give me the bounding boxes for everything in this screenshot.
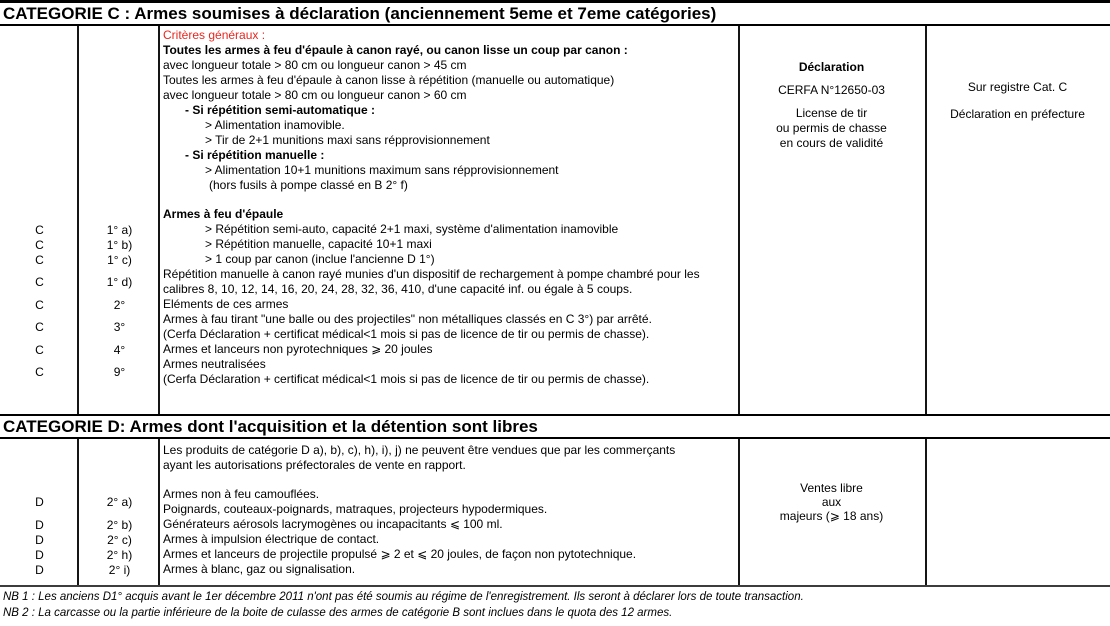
- number-cell: 1° c): [107, 252, 132, 267]
- number-cell: [79, 443, 160, 473]
- category-cell: C: [35, 222, 44, 237]
- free-sale-line: majeurs (⩾ 18 ans): [779, 509, 884, 523]
- registry-line: Sur registre Cat. C: [967, 80, 1068, 94]
- declaration-line: ou permis de chasse: [776, 121, 887, 135]
- category-cell: D: [35, 517, 44, 532]
- description-line: Poignards, couteaux-poignards, matraques, projecteurs hypodermiques.: [163, 502, 548, 516]
- criteria-header: Critères généraux :: [163, 28, 266, 42]
- section-d-body: [0, 439, 1110, 587]
- category-cell: C: [35, 237, 44, 252]
- table-row: [0, 297, 738, 312]
- description-line: Armes et lanceurs de projectile propulsé ⩾ 2 et ⩽ 20 joules, de façon non pytotechnique.: [163, 547, 637, 561]
- intro-line: Les produits de catégorie D a), b), c), h), i), j) ne peuvent être vendues que par les commerçants: [163, 443, 676, 457]
- number-cell: 2° a): [106, 495, 133, 509]
- number-cell: [79, 28, 160, 193]
- free-sale-column: [738, 481, 925, 523]
- table-row: [0, 222, 738, 237]
- table-row: [0, 532, 738, 547]
- table-row: [0, 357, 738, 387]
- category-cell: C: [35, 297, 44, 312]
- description-line: Armes à impulsion électrique de contact.: [163, 532, 380, 546]
- table-row: [0, 267, 738, 297]
- category-cell: D: [35, 495, 44, 509]
- category-cell: C: [35, 365, 44, 379]
- number-cell: [79, 207, 160, 222]
- section-c-rows: [0, 26, 738, 387]
- footnote-nb1: NB 1 : Les anciens D1° acquis avant le 1er décembre 2011 n'ont pas été soumis au régime de l'enregistrement. Ils seront à déclarer lors de toute transaction.: [3, 591, 804, 603]
- footnote-nb2: NB 2 : La carcasse ou la partie inférieure de la boite de culasse des armes de catégorie B sont inclues dans le quota des 12 armes.: [3, 606, 673, 619]
- description-line: Générateurs aérosols lacrymogènes ou incapacitants ⩽ 100 ml.: [163, 517, 503, 531]
- description-line: (Cerfa Déclaration + certificat médical<1 mois si pas de licence de tir ou permis de chasse).: [163, 372, 650, 386]
- number-cell: 2° i): [108, 562, 131, 577]
- table-row: [0, 237, 738, 252]
- free-sale-line: Ventes libre: [800, 481, 863, 495]
- category-cell: [0, 28, 79, 193]
- declaration-line: en cours de validité: [779, 136, 884, 150]
- description-line: calibres 8, 10, 12, 14, 16, 20, 24, 28, 32, 36, 410, d'une capacité inf. ou égale à 5 coups.: [163, 282, 633, 296]
- category-cell: [0, 443, 79, 473]
- footnotes: [0, 587, 1110, 621]
- number-cell: 4°: [113, 342, 126, 357]
- table-row: [0, 252, 738, 267]
- description-line: Eléments de ces armes: [163, 297, 289, 311]
- intro-line: ayant les autorisations préfectorales de vente en rapport.: [163, 458, 466, 472]
- intro-block: [0, 439, 738, 473]
- section-d-title: CATEGORIE D: Armes dont l'acquisition et la détention sont libres: [0, 414, 1110, 439]
- description-line: (Cerfa Déclaration + certificat médical<1 mois si pas de licence de tir ou permis de chasse).: [163, 327, 650, 341]
- description-line: Armes non à feu camouflées.: [163, 487, 320, 501]
- number-cell: 2°: [113, 297, 126, 312]
- table-row: [0, 312, 738, 342]
- criteria-line: > Alimentation 10+1 munitions maximum sans répprovisionnement: [205, 163, 559, 177]
- criteria-block: [0, 26, 738, 193]
- criteria-line: Toutes les armes à feu d'épaule à canon lisse à répétition (manuelle ou automatique): [163, 73, 615, 87]
- subheader-row: [0, 207, 738, 222]
- category-cell: D: [35, 562, 44, 577]
- declaration-line: License de tir: [795, 106, 868, 120]
- number-cell: 9°: [113, 365, 126, 379]
- table-row: [0, 487, 738, 517]
- number-cell: 1° b): [106, 237, 133, 252]
- description-line: Répétition manuelle à canon rayé munies d'un dispositif de rechargement à pompe chambré pour les: [163, 267, 700, 281]
- category-cell: [0, 207, 79, 222]
- criteria-line: - Si répétition manuelle :: [185, 148, 325, 162]
- registry-column: [925, 80, 1110, 122]
- declaration-title: Déclaration: [798, 60, 865, 74]
- criteria-line: (hors fusils à pompe classé en B 2° f): [209, 178, 408, 192]
- description-line: Armes à blanc, gaz ou signalisation.: [163, 562, 356, 576]
- description-line: > Répétition semi-auto, capacité 2+1 maxi, système d'alimentation inamovible: [205, 222, 619, 236]
- category-cell: C: [35, 275, 44, 289]
- free-sale-line: aux: [821, 495, 842, 509]
- section-d-rows: [0, 439, 738, 577]
- category-cell: D: [35, 532, 44, 547]
- cerfa-number: CERFA N°12650-03: [778, 83, 885, 97]
- column-divider: [925, 439, 927, 585]
- category-cell: C: [35, 320, 44, 334]
- description-line: Armes neutralisées: [163, 357, 266, 371]
- criteria-line: avec longueur totale > 80 cm ou longueur canon > 45 cm: [163, 58, 467, 72]
- number-cell: 1° d): [106, 275, 133, 289]
- number-cell: 3°: [113, 320, 126, 334]
- criteria-line: - Si répétition semi-automatique :: [185, 103, 376, 117]
- number-cell: 2° h): [106, 547, 133, 562]
- number-cell: 2° b): [106, 517, 133, 532]
- criteria-line: Toutes les armes à feu d'épaule à canon rayé, ou canon lisse un coup par canon :: [163, 43, 628, 57]
- category-cell: C: [35, 252, 44, 267]
- table-row: [0, 562, 738, 577]
- section-c-title: CATEGORIE C : Armes soumises à déclaration (anciennement 5eme et 7eme catégories): [0, 3, 1110, 26]
- criteria-line: > Tir de 2+1 munitions maxi sans répprovisionnement: [205, 133, 490, 147]
- section-c-subheader: Armes à feu d'épaule: [163, 207, 284, 221]
- category-cell: C: [35, 342, 44, 357]
- criteria-line: avec longueur totale > 80 cm ou longueur canon > 60 cm: [163, 88, 467, 102]
- description-line: > Répétition manuelle, capacité 10+1 maxi: [205, 237, 432, 251]
- table-row: [0, 517, 738, 532]
- description-line: > 1 coup par canon (inclue l'ancienne D 1°): [205, 252, 435, 266]
- table-row: [0, 547, 738, 562]
- registry-line: Déclaration en préfecture: [950, 107, 1085, 121]
- description-line: Armes et lanceurs non pyrotechniques ⩾ 20 joules: [163, 342, 433, 356]
- table-row: [0, 342, 738, 357]
- criteria-line: > Alimentation inamovible.: [205, 118, 345, 132]
- category-cell: D: [35, 547, 44, 562]
- description-line: Armes à fau tirant "une balle ou des projectiles" non métalliques classés en C 3°) par arrêté.: [163, 312, 652, 326]
- section-c-body: [0, 26, 1110, 414]
- declaration-column: [738, 60, 925, 151]
- number-cell: 1° a): [106, 222, 133, 237]
- number-cell: 2° c): [107, 532, 132, 547]
